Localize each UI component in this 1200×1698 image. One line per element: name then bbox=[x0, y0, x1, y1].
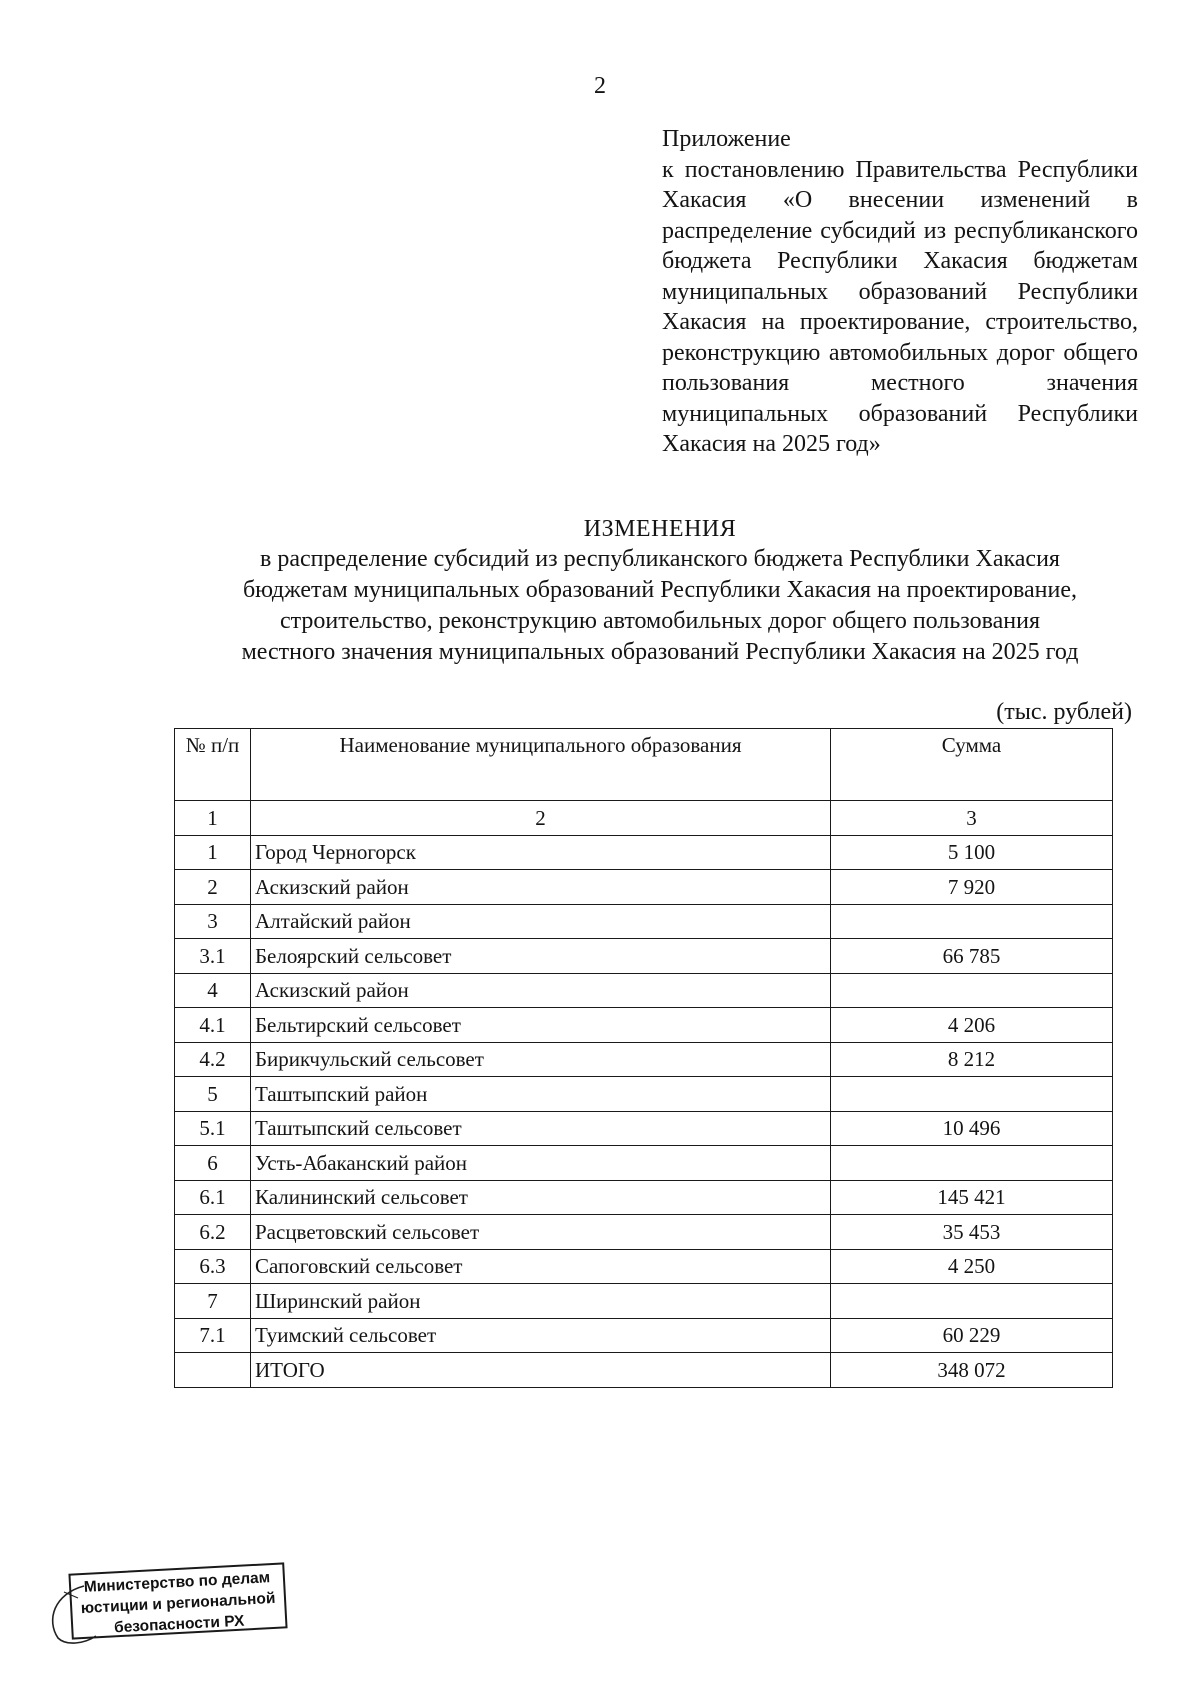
row-sum: 60 229 bbox=[831, 1318, 1113, 1353]
row-number: 5.1 bbox=[175, 1111, 251, 1146]
row-number: 4.2 bbox=[175, 1042, 251, 1077]
row-name: Таштыпский сельсовет bbox=[251, 1111, 831, 1146]
subtitle-line: бюджетам муниципальных образований Республики Хакасия на проектирование, bbox=[242, 577, 1078, 603]
row-number: 7.1 bbox=[175, 1318, 251, 1353]
row-name: Ширинский район bbox=[251, 1284, 831, 1319]
row-number: 4 bbox=[175, 973, 251, 1008]
row-number: 4.1 bbox=[175, 1008, 251, 1043]
appendix-block bbox=[662, 124, 1138, 460]
row-name: Аскизский район bbox=[251, 973, 831, 1008]
row-name: Белоярский сельсовет bbox=[251, 939, 831, 974]
row-name: Город Черногорск bbox=[251, 835, 831, 870]
table-row bbox=[175, 1042, 1113, 1077]
stamp-line: безопасности РХ bbox=[113, 1612, 245, 1637]
table-row bbox=[175, 1249, 1113, 1284]
table-row bbox=[175, 1146, 1113, 1181]
row-name: Туимский сельсовет bbox=[251, 1318, 831, 1353]
column-index: 3 bbox=[831, 801, 1113, 836]
table-row bbox=[175, 973, 1113, 1008]
table-row bbox=[175, 1215, 1113, 1250]
row-name: Аскизский район bbox=[251, 870, 831, 905]
total-row bbox=[175, 1353, 1113, 1388]
column-index-row bbox=[175, 801, 1113, 836]
row-sum bbox=[831, 1284, 1113, 1319]
ministry-stamp bbox=[68, 1562, 287, 1639]
subtitle-line: строительство, реконструкцию автомобильных дорог общего пользования bbox=[279, 608, 1041, 634]
row-number: 6.3 bbox=[175, 1249, 251, 1284]
row-number: 3 bbox=[175, 904, 251, 939]
column-header-name: Наименование муниципального образования bbox=[251, 729, 831, 801]
row-name: Усть-Абаканский район bbox=[251, 1146, 831, 1181]
table-row bbox=[175, 1008, 1113, 1043]
row-sum bbox=[831, 904, 1113, 939]
column-header-sum: Сумма bbox=[831, 729, 1113, 801]
row-number: 5 bbox=[175, 1077, 251, 1112]
table-row bbox=[175, 1284, 1113, 1319]
row-number: 6 bbox=[175, 1146, 251, 1181]
table-row bbox=[175, 835, 1113, 870]
row-number: 6.1 bbox=[175, 1180, 251, 1215]
row-sum: 7 920 bbox=[831, 870, 1113, 905]
row-number: 1 bbox=[175, 835, 251, 870]
row-name: Алтайский район bbox=[251, 904, 831, 939]
row-number: 3.1 bbox=[175, 939, 251, 974]
row-sum bbox=[831, 1077, 1113, 1112]
row-number: 6.2 bbox=[175, 1215, 251, 1250]
stamp-line: Министерство по делам bbox=[83, 1569, 271, 1596]
row-sum: 8 212 bbox=[831, 1042, 1113, 1077]
row-sum: 66 785 bbox=[831, 939, 1113, 974]
row-name: Сапоговский сельсовет bbox=[251, 1249, 831, 1284]
document-subtitle bbox=[120, 544, 1200, 668]
table-header-row bbox=[175, 729, 1113, 801]
table-row bbox=[175, 1077, 1113, 1112]
table-row bbox=[175, 1111, 1113, 1146]
column-index: 2 bbox=[251, 801, 831, 836]
subsidy-changes-table bbox=[174, 728, 1113, 1388]
column-index: 1 bbox=[175, 801, 251, 836]
row-name: Калининский сельсовет bbox=[251, 1180, 831, 1215]
stamp-line: юстиции и региональной bbox=[80, 1589, 276, 1618]
total-label: ИТОГО bbox=[251, 1353, 831, 1388]
appendix-text: к постановлению Правительства Республики Хакасия «О внесении изменений в распределение субсидий из республиканского бюджета Республики Хакасия бюджетам муниципальных образований Республики Хакасия на проектирование, строительство, реконструкцию автомобильных дорог общего пользования местного значения муниципальных образований Республики Хакасия на 2025 год» bbox=[662, 156, 1138, 457]
column-header-number: № п/п bbox=[175, 729, 251, 801]
table-row bbox=[175, 1180, 1113, 1215]
row-name: Бирикчульский сельсовет bbox=[251, 1042, 831, 1077]
row-name: Расцветовский сельсовет bbox=[251, 1215, 831, 1250]
table-row bbox=[175, 870, 1113, 905]
total-sum: 348 072 bbox=[831, 1353, 1113, 1388]
row-sum bbox=[831, 1146, 1113, 1181]
total-number bbox=[175, 1353, 251, 1388]
row-sum: 35 453 bbox=[831, 1215, 1113, 1250]
table-row bbox=[175, 939, 1113, 974]
row-number: 7 bbox=[175, 1284, 251, 1319]
document-title: ИЗМЕНЕНИЯ bbox=[583, 516, 737, 542]
row-sum bbox=[831, 973, 1113, 1008]
units-note: (тыс. рублей) bbox=[996, 699, 1132, 725]
appendix-heading: Приложение bbox=[662, 126, 791, 152]
row-sum: 4 206 bbox=[831, 1008, 1113, 1043]
page-number: 2 bbox=[594, 73, 606, 99]
row-sum: 4 250 bbox=[831, 1249, 1113, 1284]
row-sum: 5 100 bbox=[831, 835, 1113, 870]
document-title-block bbox=[120, 514, 1200, 668]
row-sum: 145 421 bbox=[831, 1180, 1113, 1215]
row-name: Таштыпский район bbox=[251, 1077, 831, 1112]
subtitle-line: в распределение субсидий из республиканского бюджета Республики Хакасия bbox=[260, 546, 1060, 572]
row-sum: 10 496 bbox=[831, 1111, 1113, 1146]
table-row bbox=[175, 904, 1113, 939]
table-row bbox=[175, 1318, 1113, 1353]
subtitle-line: местного значения муниципальных образований Республики Хакасия на 2025 год bbox=[241, 639, 1079, 665]
row-name: Бельтирский сельсовет bbox=[251, 1008, 831, 1043]
row-number: 2 bbox=[175, 870, 251, 905]
